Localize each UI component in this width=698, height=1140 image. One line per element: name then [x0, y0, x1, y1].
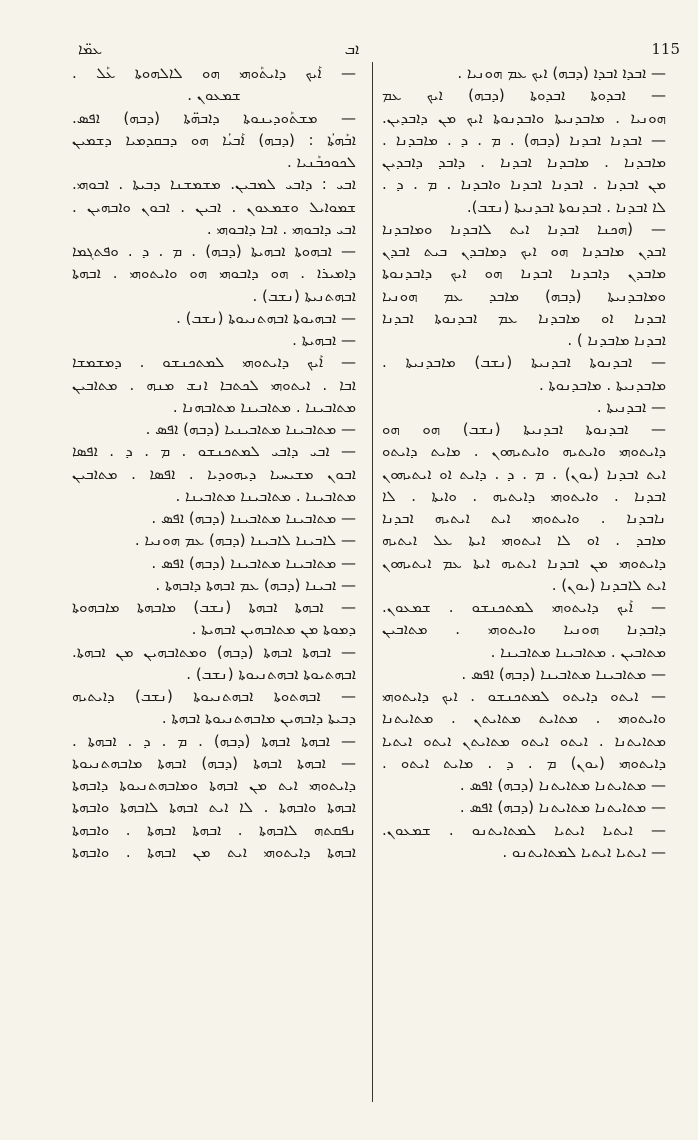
text-line: ܡܬܐܝܬܢܐ . ܐܝܬܘ ܐܝܬܘ ܡܬܐܝܬܢ ܐܝܬܘ ܐܝܬܝܐ	[382, 731, 666, 750]
text-line: — ܡܬܐܒܝܢܐ ܡܬܐܒܝܢܐ (ܕܒܗ) ܐܦܣ .	[461, 664, 666, 683]
text-line: — ܐܒܗܝܬܐ .	[292, 331, 356, 349]
text-line: — ܐܰܝܟ ܕܐܝܬܘܗܝ ܠܡܬܟܢܫܘ . ܕܡܫܡܫܐ	[72, 353, 356, 372]
text-line: ܐܒܗܬܐ ܕܐܝܬܘܗܝ ܐܝܬ ܡܢ ܐܒܗܬܐ . ܘܐܒܗܬܐ	[72, 842, 356, 861]
text-line: ܕܐܒܕܢܐ ܗܘܢܝܐ ܘܐܝܬܘܗܝ . ܡܬܐܒܝܢ	[382, 620, 666, 639]
text-line: ܐܒܘܢ ܡܫܝܚܝܐ ܕܝܗܘܕܝܐ . ܐܦܣܐ . ܡܬܐܒܝܢ	[72, 464, 356, 483]
text-line: ܡܐܒܕܢ ܕܐܒܕܢܐ ܐܒܕܢܐ ܗܘ ܐܝܟ ܕܐܒܕܢܘܬܐ	[382, 264, 666, 283]
text-line: ܕܐܝܬܘܗܝ ܘܐܝܬܝܗ ܘܐܝܬܝܗܘܢ . ܡܐܝܬ ܕܐܝܬܘ	[382, 442, 666, 461]
text-line: — ܐܒܗܬܐ ܐܒܗܬܐ (ܕܒܗ) ܐܒܗܬܐ ܡܐܒܗܬܢܝܘܬܐ	[72, 753, 356, 772]
text-line: ܫܡܘܐܝܠ ܘܫܡܥܘܢ . ܐܒܝܢ . ܐܒܘܢ ܘܐܒܗܝܢ .	[72, 197, 356, 216]
text-line: ܐܒܗܬܢܝܬܐ (ܢܫܒ) .	[252, 286, 356, 305]
text-line: — ܐܒܕܢܐ ܐܒܕܢܐ (ܕܒܗ) . ܡ . ܕ . ܡܐܒܕܢܐ .	[382, 130, 666, 149]
text-line: ܕܡܘܬܐ ܡܢ ܡܬܐܒܗܝܢ ܐܒܗܝܬܐ .	[191, 620, 356, 639]
text-line: — ܡܬܐܒܝܢܐ ܡܬܐܒܝܢܐ (ܕܒܗ) ܐܦܣ .	[151, 553, 356, 572]
text-line: — ܐܒܝܢܐ (ܕܒܗ) ܥܡ ܐܒܗܬܐ ܕܐܒܗܬܐ .	[155, 575, 356, 594]
text-line: — ܐܒܕܘܬܐ ܐܒܕܘܬܐ (ܕܒܗ) ܐܝܟ ܥܡ	[382, 86, 666, 105]
text-line: — ܡܬܐܝܬܢܐ ܡܬܐܝܬܢܐ (ܕܒܗ) ܐܦܣ .	[459, 798, 666, 817]
text-line: — ܐܒܗܬܐ ܐܒܗܬܐ (ܕܒܗ) . ܡ . ܕ . ܐܒܗܬܐ .	[72, 731, 356, 750]
text-line: — ܐܒܕܢܘܬܐ ܐܒܕܢܝܬܐ (ܢܫܒ) ܗܘ ܗܘ	[382, 420, 666, 438]
text-line: — ܐܒܗܘܬܐ ܐܒܗܝܬܐ (ܕܒܗ) . ܡ . ܕ . ܘܦܬܓܡܐ	[72, 242, 356, 260]
text-line: ܐܒܗܬܐ ܘܐܒܗܬܐ . ܠܐ ܐܝܬ ܐܒܗܬܐ ܠܐܒܗܬܐ ܘܐܒܗܬܐ	[72, 798, 356, 817]
text-line: — (ܗܟܢܐ ܐܒܕܢܐ ܐܝܬ ܠܐܒܕܢܐ ܘܡܐܒܕܢܐ	[382, 219, 666, 238]
text-line: ܕܐܝܬܘܗܝ (ܝܘܢ) ܡ . ܕ . ܡܐܝܬ ܐܝܬܘ .	[382, 753, 666, 772]
text-line: ܢܦܩܬܗ ܠܐܒܗܬܐ . ܐܒܗܬܐ ܐܒܗܬܐ . ܘܐܒܗܬܐ	[72, 820, 356, 839]
text-line: ܫܡܥܘܢ .	[187, 86, 241, 105]
text-line: — ܡܬܐܝܬܢܐ ܡܬܐܝܬܢܐ (ܕܒܗ) ܐܦܣ .	[459, 776, 666, 794]
text-line: ܐܒܝ : ܕܐܒܝ ܠܡܒܝܢ. ܡܫܡܫܢܐ ܕܒܝܬܐ . ܐܒܘܗܝ.	[72, 175, 356, 194]
text-line: ܡܐܒܕ . ܐܘ ܠܐ ܐܝܬܘܗܝ ܐܝܬܐ ܥܠ ܐܝܬܝܗ	[382, 531, 666, 550]
text-line: ܡܬܐܒܝܢܐ . ܡܬܐܒܝܢܐ ܡܬܐܒܝܢܐ .	[175, 486, 356, 505]
text-line: ܡܬܐܒܝܢ . ܡܬܐܒܝܢܐ ܡܬܐܒܝܢܐ .	[490, 642, 666, 661]
left-column	[72, 62, 356, 1112]
text-line: — ܐܒܕܢܝܬܐ .	[596, 397, 666, 416]
text-line: ܘܐܝܬܘܗܝ . ܡܬܐܝܬ ܡܬܐܝܬܢ . ܡܬܐܝܬܢܐ	[382, 709, 666, 728]
column-divider	[372, 62, 373, 1102]
text-line: ܡܬܐܒܝܢܐ . ܡܬܐܒܝܢܐ ܡܬܐܒܗܢܐ .	[172, 397, 356, 416]
text-line: ܐܒܕܢ ܡܐܒܕܢܐ ܗܘ ܐܝܟ ܕܡܐܒܕܢ ܒܝܬ ܐܒܕܢ	[382, 242, 666, 260]
text-line: ܠܟܘܟܒܰܢܝܐ .	[286, 153, 356, 171]
text-line: ܐܒܰܗܬܳܐ : (ܕܒܗ) ܐܰܒܝܳܐ ܗܘ ܕܒܩܕܡܝܐ ܕܫܡܝܢ	[72, 130, 356, 149]
text-line: ܡܐܒܕܢܐ . ܡܐܒܕܢܐ ܐܒܕܢܐ . ܕܐܒܕ ܕܐܒܕܝܢ	[382, 153, 666, 171]
text-line: ܠܐ ܐܒܕܢܐ . ܐܒܕܢܘܬܐ ܐܒܕܢܝܬܐ (ܢܫܒ).	[466, 197, 666, 216]
text-line: — ܐܒܗܬܘܬܐ ܐܒܗܬܢܝܘܬܐ (ܢܫܒ) ܕܐܝܬܝܗ	[72, 687, 356, 705]
text-line: ܕܒܝܬܐ ܕܐܒܗܝܢ ܡܐܒܗܬܢܝܘܬܐ ܐܒܗܬܐ .	[161, 709, 356, 728]
text-line: — ܠܐܒܝܢܐ ܠܐܒܝܢܐ (ܕܒܗ) ܥܡ ܗܘܢܝܐ .	[134, 531, 356, 550]
text-line: — ܐܰܝܟ ܕܐܝܬܰܘܗܝ ܗܘ ܠܐܠܗܘܬܐ ܥܰܠ .	[72, 64, 356, 82]
text-line: ܕܐܡܝܪܐ . ܗܘ ܕܐܒܘܗܝ ܗܘ ܘܐܝܬܘܗܝ . ܐܒܗܬܐ	[72, 264, 356, 283]
text-line: — ܐܒܝ ܕܐܒܝ ܠܡܬܟܢܫܘ . ܡ . ܕ . ܐܦܣܐ	[72, 442, 356, 461]
text-line: — ܡܫܬܰܘܕܝܢܘܬܐ ܕܐܒܗ̈ܬܐ (ܕܒܗ) ܐܦܣ.	[72, 108, 356, 127]
text-line: ܐܒܕܢܐ . ܘܐܝܬܘܗܝ ܕܐܝܬܝܗ . ܘܐܝܬܐ . ܠܐ	[382, 486, 666, 505]
text-line: — ܐܒܕܢܘܬܐ ܐܒܕܢܝܬܐ (ܢܫܒ) ܡܐܒܕܢܝܬܐ .	[382, 353, 666, 372]
text-line: — ܐܒܗܬܐ ܐܒܗܬܐ (ܢܫܒ) ܡܐܒܗܬܐ ܡܐܒܗܘܬܐ	[72, 598, 356, 616]
header-center-word: ܐܒ	[344, 40, 360, 58]
text-line: — ܐܒܕܐ ܐܒܕܐ (ܕܒܗ) ܐܝܟ ܥܡ ܗܘܢܝܐ .	[457, 64, 666, 82]
text-line: — ܐܝܬܘ ܕܐܝܬܘ ܠܡܬܟܢܫܘ . ܐܝܟ ܕܐܝܬܘܗܝ	[382, 687, 666, 705]
text-line: ܐܒܝ ܕܐܒܘܗܝ . ܐܒܐ ܕܐܒܘܗܝ .	[206, 219, 356, 238]
text-line: — ܐܰܝܟ ܕܐܝܬܘܗܝ ܠܡܬܟܢܫܘ . ܫܡܥܘܢ.	[382, 598, 666, 616]
text-line: ܐܒܕܢܐ ܡܐܒܕܢܐ ) .	[567, 331, 666, 349]
text-line: ܕܐܝܬܘܗܝ ܡܢ ܐܒܕܢܐ ܐܝܬܝܗ ܐܝܬܐ ܥܡ ܐܝܬܝܗܘܢ	[382, 553, 666, 572]
text-line: — ܡܬܐܒܝܢܐ ܡܬܐܒܝܢܝܐ (ܕܒܗ) ܐܦܣ .	[145, 420, 356, 438]
text-line: ܢܐܒܕܢܐ . ܘܐܝܬܘܗܝ ܐܝܬ ܐܝܬܝܗ ܐܒܕܢܐ	[382, 509, 666, 527]
text-line: ܡܐܒܕܢܝܬܐ . ܡܐܒܕܢܘܬܐ .	[538, 375, 666, 394]
right-column	[382, 62, 666, 1112]
text-line: ܡܢ ܐܒܕܢܐ . ܐܒܕܢܐ ܐܒܕܢܐ ܘܐܒܕܢܐ . ܡ . ܕ .	[382, 175, 666, 194]
text-line: — ܐܒܗܝܘܬܐ ܐܒܗܬܢܝܘܬܐ (ܢܫܒ) .	[176, 308, 356, 327]
text-line: ܐܝܬ ܐܒܕܢܐ (ܝܘܢ) . ܡ . ܕ . ܕܐܝܬ ܐܘ ܐܝܬܝܗܘܢ	[382, 464, 666, 483]
text-line: ܐܒܐ . ܐܝܬܘܗܝ ܠܟܬܒܐ ܐܢܫ ܡܢܗ . ܡܬܐܒܝܢ	[72, 375, 356, 394]
text-line: — ܐܒܗܬܐ ܐܒܗܬܐ (ܕܒܗ) ܘܡܬܐܒܗܝܢ ܡܢ ܐܒܗܬܐ.	[72, 642, 356, 661]
text-line: ܕܐܝܬܘܗܝ ܐܝܬ ܡܢ ܐܒܗܬܐ ܘܡܐܒܗܬܢܝܘܬܐ ܕܐܒܗܬܐ	[72, 776, 356, 794]
text-line: ܐܝܬ ܠܐܒܕܢܐ (ܝܘܢ) .	[551, 575, 666, 594]
header-left-word: ܥܡ̈ܐ	[78, 40, 103, 58]
text-line: ܗܘܢܝܐ . ܡܐܒܕܢܝܬܐ ܘܐܒܕܢܘܬܐ ܐܝܟ ܡܢ ܕܐܒܕܝܢ.	[382, 108, 666, 127]
text-line: ܐܒܕܢܐ ܐܘ ܡܐܒܕܢܐ ܥܡ ܐܒܕܢܘܬܐ ܐܒܕܢܐ	[382, 308, 666, 327]
text-line: — ܐܝܬܝܐ ܐܝܬܝܐ ܠܡܬܐܝܬܢܘ . ܫܡܥܘܢ.	[382, 820, 666, 839]
page-number: 115	[651, 40, 680, 58]
text-line: ܘܡܐܒܕܢܝܬܐ (ܕܒܗ) ܡܐܒܕ ܥܡ ܗܘܢܝܐ	[382, 286, 666, 305]
text-line: — ܡܬܐܒܝܢܐ ܡܬܐܒܝܢܐ (ܕܒܗ) ܐܦܣ .	[151, 509, 356, 527]
text-line: ܐܒܗܬܝܘܬܐ ܐܒܗܬܢܝܘܬܐ (ܢܫܒ) .	[186, 664, 356, 683]
text-line: — ܐܝܬܝܐ ܐܝܬܝܐ ܠܡܬܐܝܬܢܘ .	[502, 842, 666, 861]
